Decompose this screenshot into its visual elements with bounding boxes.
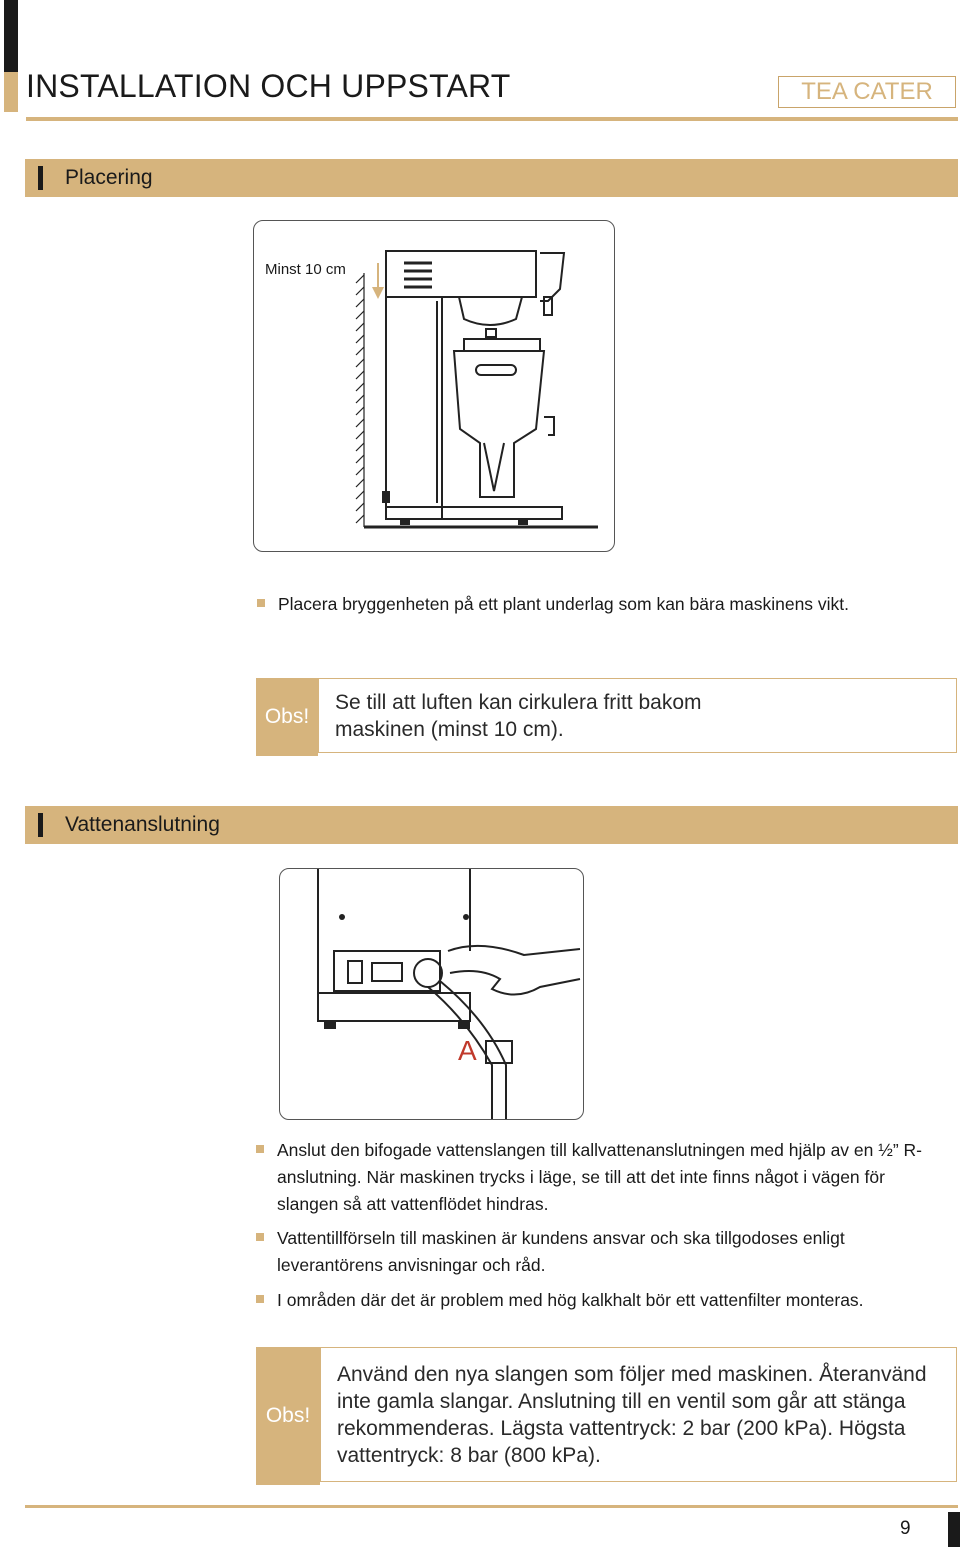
hose-label-a: A xyxy=(458,1035,477,1066)
figure-machine-placement xyxy=(253,220,615,552)
list-item xyxy=(256,1137,946,1218)
list-item xyxy=(257,591,947,618)
section-title: Vattenanslutning xyxy=(65,813,220,836)
page-title: INSTALLATION OCH UPPSTART xyxy=(26,68,511,104)
note-label: Obs! xyxy=(256,678,318,756)
header-side-bar xyxy=(4,0,18,72)
bullet-square xyxy=(257,599,265,607)
bullet-square xyxy=(256,1145,264,1153)
page-number: 9 xyxy=(900,1518,911,1539)
section-header-vattenanslutning xyxy=(25,806,958,844)
header-side-accent xyxy=(4,72,18,112)
bullet-square xyxy=(256,1233,264,1241)
list-item xyxy=(256,1225,946,1279)
section-marker xyxy=(38,166,43,190)
brand-label: TEA CATER xyxy=(778,76,956,108)
list-item xyxy=(256,1287,960,1314)
section-marker xyxy=(38,813,43,837)
bullet-text: Placera bryggenheten på ett plant underlag som kan bära maskinens vikt. xyxy=(278,594,850,614)
note-text: Använd den nya slangen som följer med maskinen. Återanvänd inte gamla slangar. Anslutning till en ventil som går att stänga rekommenderas. Lägsta vattentryck: 2 bar (200 kPa). Högsta vattentryck: 8 bar (800 kPa). xyxy=(320,1347,957,1482)
figure-water-connection xyxy=(279,868,584,1120)
title-rule xyxy=(26,117,958,121)
section-title: Placering xyxy=(65,166,153,189)
bullet-text: Anslut den bifogade vattenslangen till kallvattenanslutningen med hjälp av en ½” R-anslutning. När maskinen trycks i läge, se till att det inte finns något i vägen för slangen så att vattenflödet hindras. xyxy=(277,1140,922,1214)
footer-rule xyxy=(25,1505,958,1508)
note-label: Obs! xyxy=(256,1347,320,1485)
clearance-label: Minst 10 cm xyxy=(265,261,346,278)
hose-connection-illustration xyxy=(280,869,583,1119)
note-box-vattenanslutning xyxy=(256,1347,957,1485)
bullet-text: Vattentillförseln till maskinen är kundens ansvar och ska tillgodoses enligt leverantörens anvisningar och råd. xyxy=(277,1228,845,1275)
bullet-square xyxy=(256,1295,264,1303)
footer-side-bar xyxy=(948,1512,960,1547)
bullet-text: I områden där det är problem med hög kalkhalt bör ett vattenfilter monteras. xyxy=(277,1290,864,1310)
section-header-placering xyxy=(25,159,958,197)
note-text: Se till att luften kan cirkulera fritt bakom maskinen (minst 10 cm). xyxy=(318,678,957,753)
note-box-placering xyxy=(256,678,957,756)
